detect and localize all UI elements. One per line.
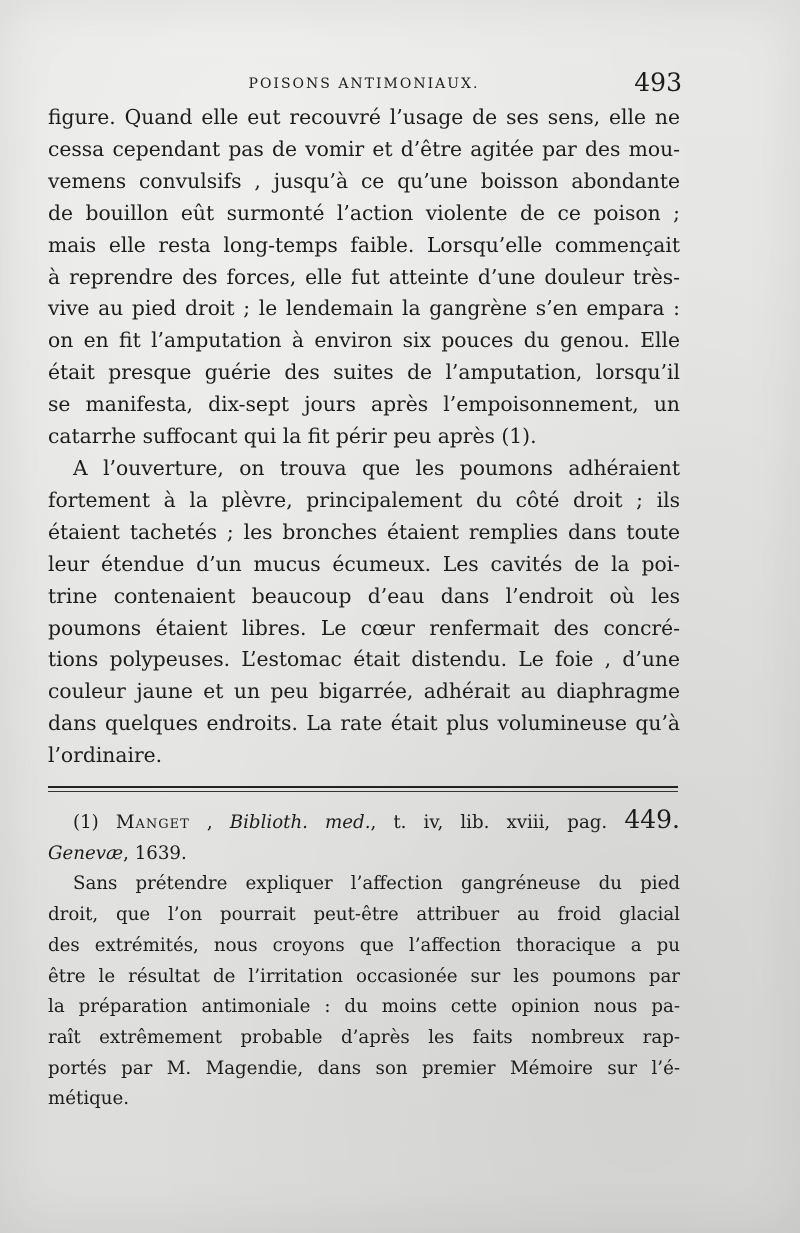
main-text xyxy=(48,102,680,772)
note-line: des extrémités, nous croyons que l’affection thoracique a pu xyxy=(48,934,680,956)
text-line: étaient tachetés ; les bronches étaient remplies dans toute xyxy=(48,519,680,544)
footnote-page: 449. xyxy=(624,805,680,834)
footnotes xyxy=(48,805,680,1115)
footnote-marker: (1) xyxy=(73,812,99,833)
note-line: être le résultat de l’irritation occasionée sur les poumons par xyxy=(48,965,680,987)
note-line: droit, que l’on pourrait peut-être attribuer au froid glacial xyxy=(48,904,680,926)
note-line: Sans prétendre expliquer l’affection gangréneuse du pied xyxy=(73,873,680,895)
text-line: A l’ouverture, on trouva que les poumons adhéraient xyxy=(73,455,680,480)
footnote-ref: , t. iv, lib. xviii, pag. xyxy=(370,812,608,833)
note-line: raît extrêmement probable d’après les faits nombreux rap- xyxy=(48,1026,680,1048)
running-head: POISONS ANTIMONIAUX. xyxy=(248,76,480,92)
text-line: on en fit l’amputation à environ six pouces du genou. Elle xyxy=(48,328,680,353)
text-line: se manifesta, dix-sept jours après l’empoisonnement, un xyxy=(48,392,680,417)
footnote-rule-thin xyxy=(48,791,678,792)
text-line: dans quelques endroits. La rate était plus volumineuse qu’à xyxy=(48,711,680,736)
footnote-year: , 1639. xyxy=(123,842,187,864)
footnote-title: Biblioth. med. xyxy=(229,812,371,833)
text-line: mais elle resta long-temps faible. Lorsqu’elle commençait xyxy=(48,232,680,257)
footnote-place-line xyxy=(48,839,680,870)
text-line: tions polypeuses. L’estomac était distendu. Le foie , d’une xyxy=(48,647,680,672)
text-line: leur étendue d’un mucus écumeux. Les cavités de la poi- xyxy=(48,551,680,576)
footnote-rule xyxy=(48,786,678,788)
page-header xyxy=(48,68,680,104)
text-line: vive au pied droit ; le lendemain la gangrène s’en empara : xyxy=(48,296,680,321)
footnote-citation: (1) Manget , Biblioth. med., t. iv, lib. xviii, pag. 449. xyxy=(73,805,680,834)
text-line: vemens convulsifs , jusqu’à ce qu’une boisson abondante xyxy=(48,168,680,193)
footnote-author: Manget xyxy=(115,812,190,833)
text-line: figure. Quand elle eut recouvré l’usage de ses sens, elle ne xyxy=(48,105,680,129)
page-number: 493 xyxy=(634,68,682,97)
text-line: était presque guérie des suites de l’amputation, lorsqu’il xyxy=(48,360,680,385)
text-line: trine contenaient beaucoup d’eau dans l’endroit où les xyxy=(48,583,680,608)
text-line: couleur jaune et un peu bigarrée, adhérait au diaphragme xyxy=(48,679,680,704)
note-line: la préparation antimoniale : du moins cette opinion nous pa- xyxy=(48,996,680,1018)
text-line: de bouillon eût surmonté l’action violente de ce poison ; xyxy=(48,200,680,225)
text-line: catarrhe suffocant qui la fit périr peu après (1). xyxy=(48,424,537,449)
note-line: métique. xyxy=(48,1088,130,1110)
footnote-place: Genevæ xyxy=(48,842,124,864)
text-line: fortement à la plèvre, principalement du côté droit ; ils xyxy=(48,487,680,512)
text-line: à reprendre des forces, elle fut atteinte d’une douleur très- xyxy=(48,264,680,289)
note-line: portés par M. Magendie, dans son premier Mémoire sur l’é- xyxy=(48,1057,680,1079)
text-line: poumons étaient libres. Le cœur renfermait des concré- xyxy=(48,615,680,640)
text-line: l’ordinaire. xyxy=(48,743,163,768)
text-line: cessa cependant pas de vomir et d’être agitée par des mou- xyxy=(48,136,680,161)
